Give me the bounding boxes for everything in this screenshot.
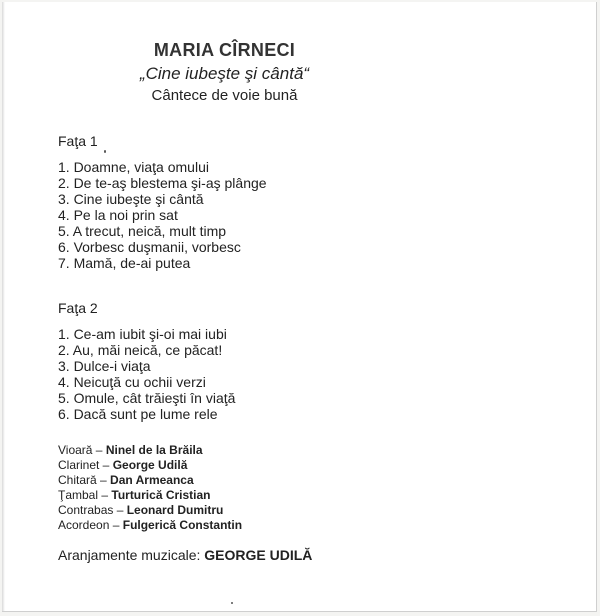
arrangements-label: Aranjamente muzicale: [58,547,201,563]
track-item: 7. Mamă, de-ai putea [58,255,191,271]
print-speck [231,602,233,604]
credit-musician: Leonard Dumitru [126,503,224,517]
musician-credits [58,443,242,533]
track-item: 3. Dulce-i viaţa [58,358,151,374]
arrangements-line [58,547,312,563]
track-item: 5. A trecut, neică, mult timp [58,223,227,239]
credit-line [58,503,242,518]
track-item: 4. Neicuţă cu ochii verzi [58,374,206,390]
side-1-tracklist [58,159,267,271]
track-item: 3. Cine iubeşte şi cântă [58,191,204,207]
credit-line [58,518,242,533]
credit-line [58,458,242,473]
track-item: 6. Vorbesc duşmanii, vorbesc [58,239,241,255]
print-speck [104,150,106,153]
credit-line [58,443,242,458]
credit-line [58,473,242,488]
side-2-tracklist [58,326,235,422]
artist-name: MARIA CÎRNECI [153,40,296,60]
header-block [2,40,447,104]
track-item: 4. Pe la noi prin sat [58,207,178,223]
credit-musician: Dan Armeanca [110,473,194,487]
track-item: 1. Ce-am iubit şi-oi mai iubi [58,326,227,342]
track-item: 2. Au, măi neică, ce păcat! [58,342,223,358]
cassette-insert-card [2,2,597,612]
album-title: „Cine iubeşte şi cântă“ [139,64,310,83]
side-1-title: Faţa 1 [58,133,98,149]
track-item: 1. Doamne, viaţa omului [58,159,209,175]
credit-musician: George Udilă [112,458,188,472]
credit-instrument: Vioară – [58,443,103,457]
credit-instrument: Ţambal – [58,488,109,502]
credit-musician: Turturică Cristian [111,488,211,502]
album-subtitle: Cântece de voie bună [151,87,298,104]
credit-instrument: Contrabas – [58,503,124,517]
credit-instrument: Clarinet – [58,458,110,472]
track-item: 6. Dacă sunt pe lume rele [58,406,218,422]
credit-instrument: Chitară – [58,473,107,487]
track-item: 5. Omule, cât trăieşti în viaţă [58,390,236,406]
credit-musician: Ninel de la Brăila [105,443,203,457]
credit-line [58,488,242,503]
side-2-title: Faţa 2 [58,300,98,316]
credit-musician: Fulgerică Constantin [122,518,243,532]
track-item: 2. De te-aş blestema şi-aş plânge [58,175,267,191]
credit-instrument: Acordeon – [58,518,120,532]
arrangements-name: GEORGE UDILĂ [204,547,313,563]
